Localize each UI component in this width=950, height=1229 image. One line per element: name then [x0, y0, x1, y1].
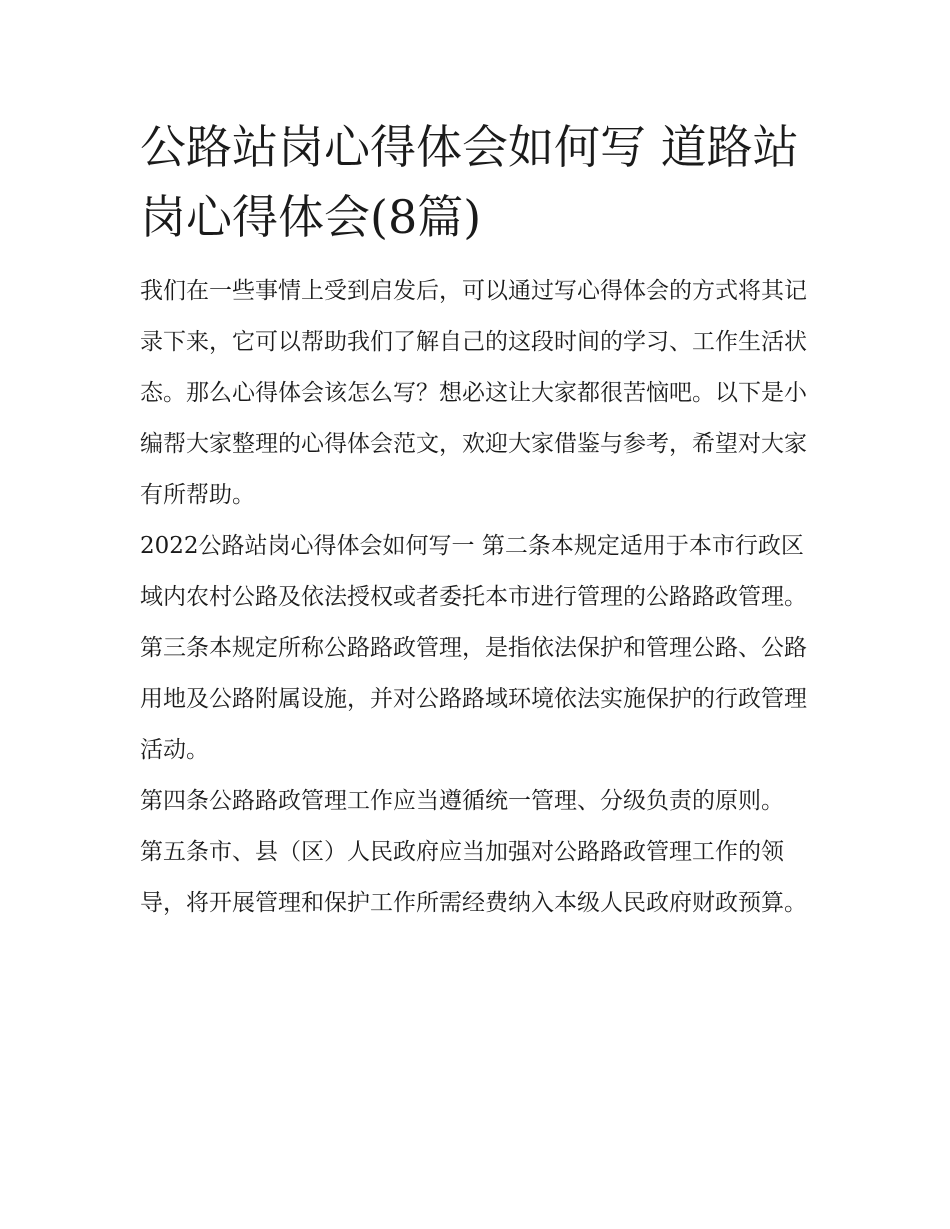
article-4-paragraph: 第四条公路路政管理工作应当遵循统一管理、分级负责的原则。	[140, 788, 784, 814]
document-body	[140, 112, 812, 929]
article-3-paragraph: 第三条本规定所称公路路政管理，是指依法保护和管理公路、公路用地及公路附属设施，并对公路路域环境依法实施保护的行政管理活动。	[140, 635, 807, 763]
document-title: 公路站岗心得体会如何写 道路站岗心得体会(8篇)	[140, 120, 799, 244]
article-5-paragraph: 第五条市、县（区）人民政府应当加强对公路路政管理工作的领导，将开展管理和保护工作所需经费纳入本级人民政府财政预算。	[140, 839, 807, 916]
article-2-paragraph: 2022公路站岗心得体会如何写一 第二条本规定适用于本市行政区域内农村公路及依法授权或者委托本市进行管理的公路路政管理。	[140, 533, 807, 610]
intro-paragraph: 我们在一些事情上受到启发后，可以通过写心得体会的方式将其记录下来，它可以帮助我们了解自己的这段时间的学习、工作生活状态。那么心得体会该怎么写？想必这让大家都很苦恼吧。以下是小编帮大家整理的心得体会范文，欢迎大家借鉴与参考，希望对大家有所帮助。	[140, 278, 807, 508]
